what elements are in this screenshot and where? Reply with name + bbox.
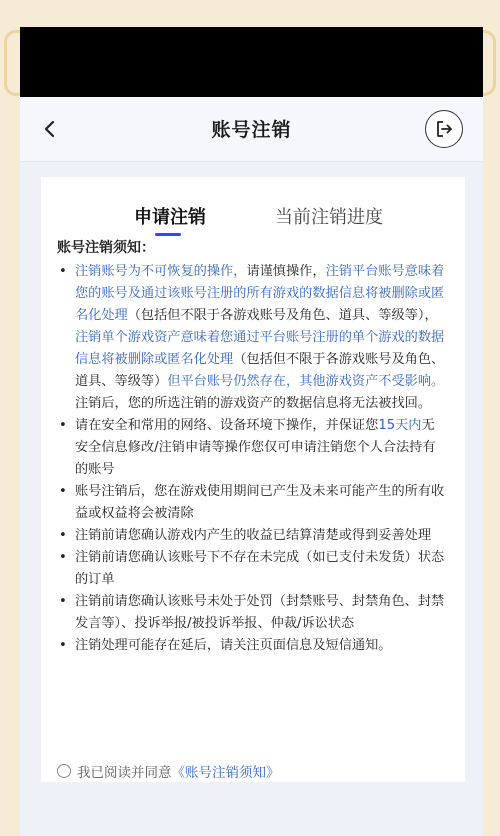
cancellation-card	[41, 177, 465, 782]
notice-highlight-text: 注销账号为不可恢复的操作，	[75, 264, 247, 279]
agreement-radio[interactable]	[57, 764, 71, 778]
tab-apply-cancellation[interactable]: 申请注销	[134, 207, 206, 228]
notice-item	[57, 547, 447, 591]
tab-cancellation-progress[interactable]: 当前注销进度	[275, 207, 383, 228]
notice-text: 注销前请您确认游戏内产生的收益已结算清楚或得到妥善处理	[75, 528, 432, 543]
notice-item	[57, 481, 447, 525]
notice-text: （包括但不限于各游戏账号及角色、道具、等级等）	[75, 352, 445, 389]
top-nav-bar	[20, 97, 483, 162]
notice-text: 请在安全和常用的网络、设备环境下操作，并保证您	[75, 418, 379, 433]
app-screen	[20, 27, 483, 836]
notice-text: （包括但不限于各游戏账号及角色、道具、等级等），	[127, 308, 438, 323]
notice-highlight-text: 注销平台账号意味着您的账号及通过该账号注册的所有游戏的数据信息将被删除或匿名化处理	[75, 264, 445, 323]
notice-item	[57, 415, 447, 481]
notice-text: 注销处理可能存在延后，请关注页面信息及短信通知。	[75, 638, 392, 653]
notice-heading: 账号注销须知：	[57, 240, 155, 256]
agreement-row[interactable]	[57, 761, 280, 781]
notice-item	[57, 591, 447, 635]
notice-highlight-text: 注销单个游戏资产意味着您通过平台账号注册的单个游戏的数据信息将被删除或匿名化处理	[75, 330, 445, 367]
notice-item	[57, 635, 447, 657]
notice-text: 账号注销后，您在游戏使用期间已产生及未来可能产生的所有收益或权益将会被清除	[75, 484, 445, 521]
notice-text: 无安全信息修改/注销申请等操作您仅可申请注销您个人合法持有的账号	[75, 418, 436, 477]
cancellation-notice[interactable]	[57, 240, 447, 720]
notice-text: 注销后，您的所选注销的游戏资产的数据信息将无法被找回。	[75, 396, 432, 411]
notice-text: 注销前请您确认该账号下不存在未完成（如已支付未发货）状态的订单	[75, 550, 445, 587]
agreement-prefix: 我已阅读并同意	[77, 765, 172, 781]
active-tab-indicator	[155, 233, 181, 236]
notice-item	[57, 525, 447, 547]
notice-text: 注销前请您确认该账号未处于处罚（封禁账号、封禁角色、封禁发言等）、投诉举报/被投诉举报、仲裁/诉讼状态	[75, 594, 445, 631]
notice-highlight-text: 15天内	[378, 418, 422, 433]
agreement-link[interactable]: 《账号注销须知》	[171, 765, 280, 781]
logout-icon	[434, 119, 454, 139]
notice-item	[57, 261, 447, 415]
status-bar	[20, 27, 483, 97]
notice-text: 请谨慎操作，	[246, 264, 326, 279]
page-title: 账号注销	[211, 119, 292, 141]
logout-button[interactable]	[425, 110, 463, 148]
notice-list	[57, 261, 447, 657]
notice-highlight-text: 但平台账号仍然存在，其他游戏资产不受影响。	[167, 374, 445, 389]
